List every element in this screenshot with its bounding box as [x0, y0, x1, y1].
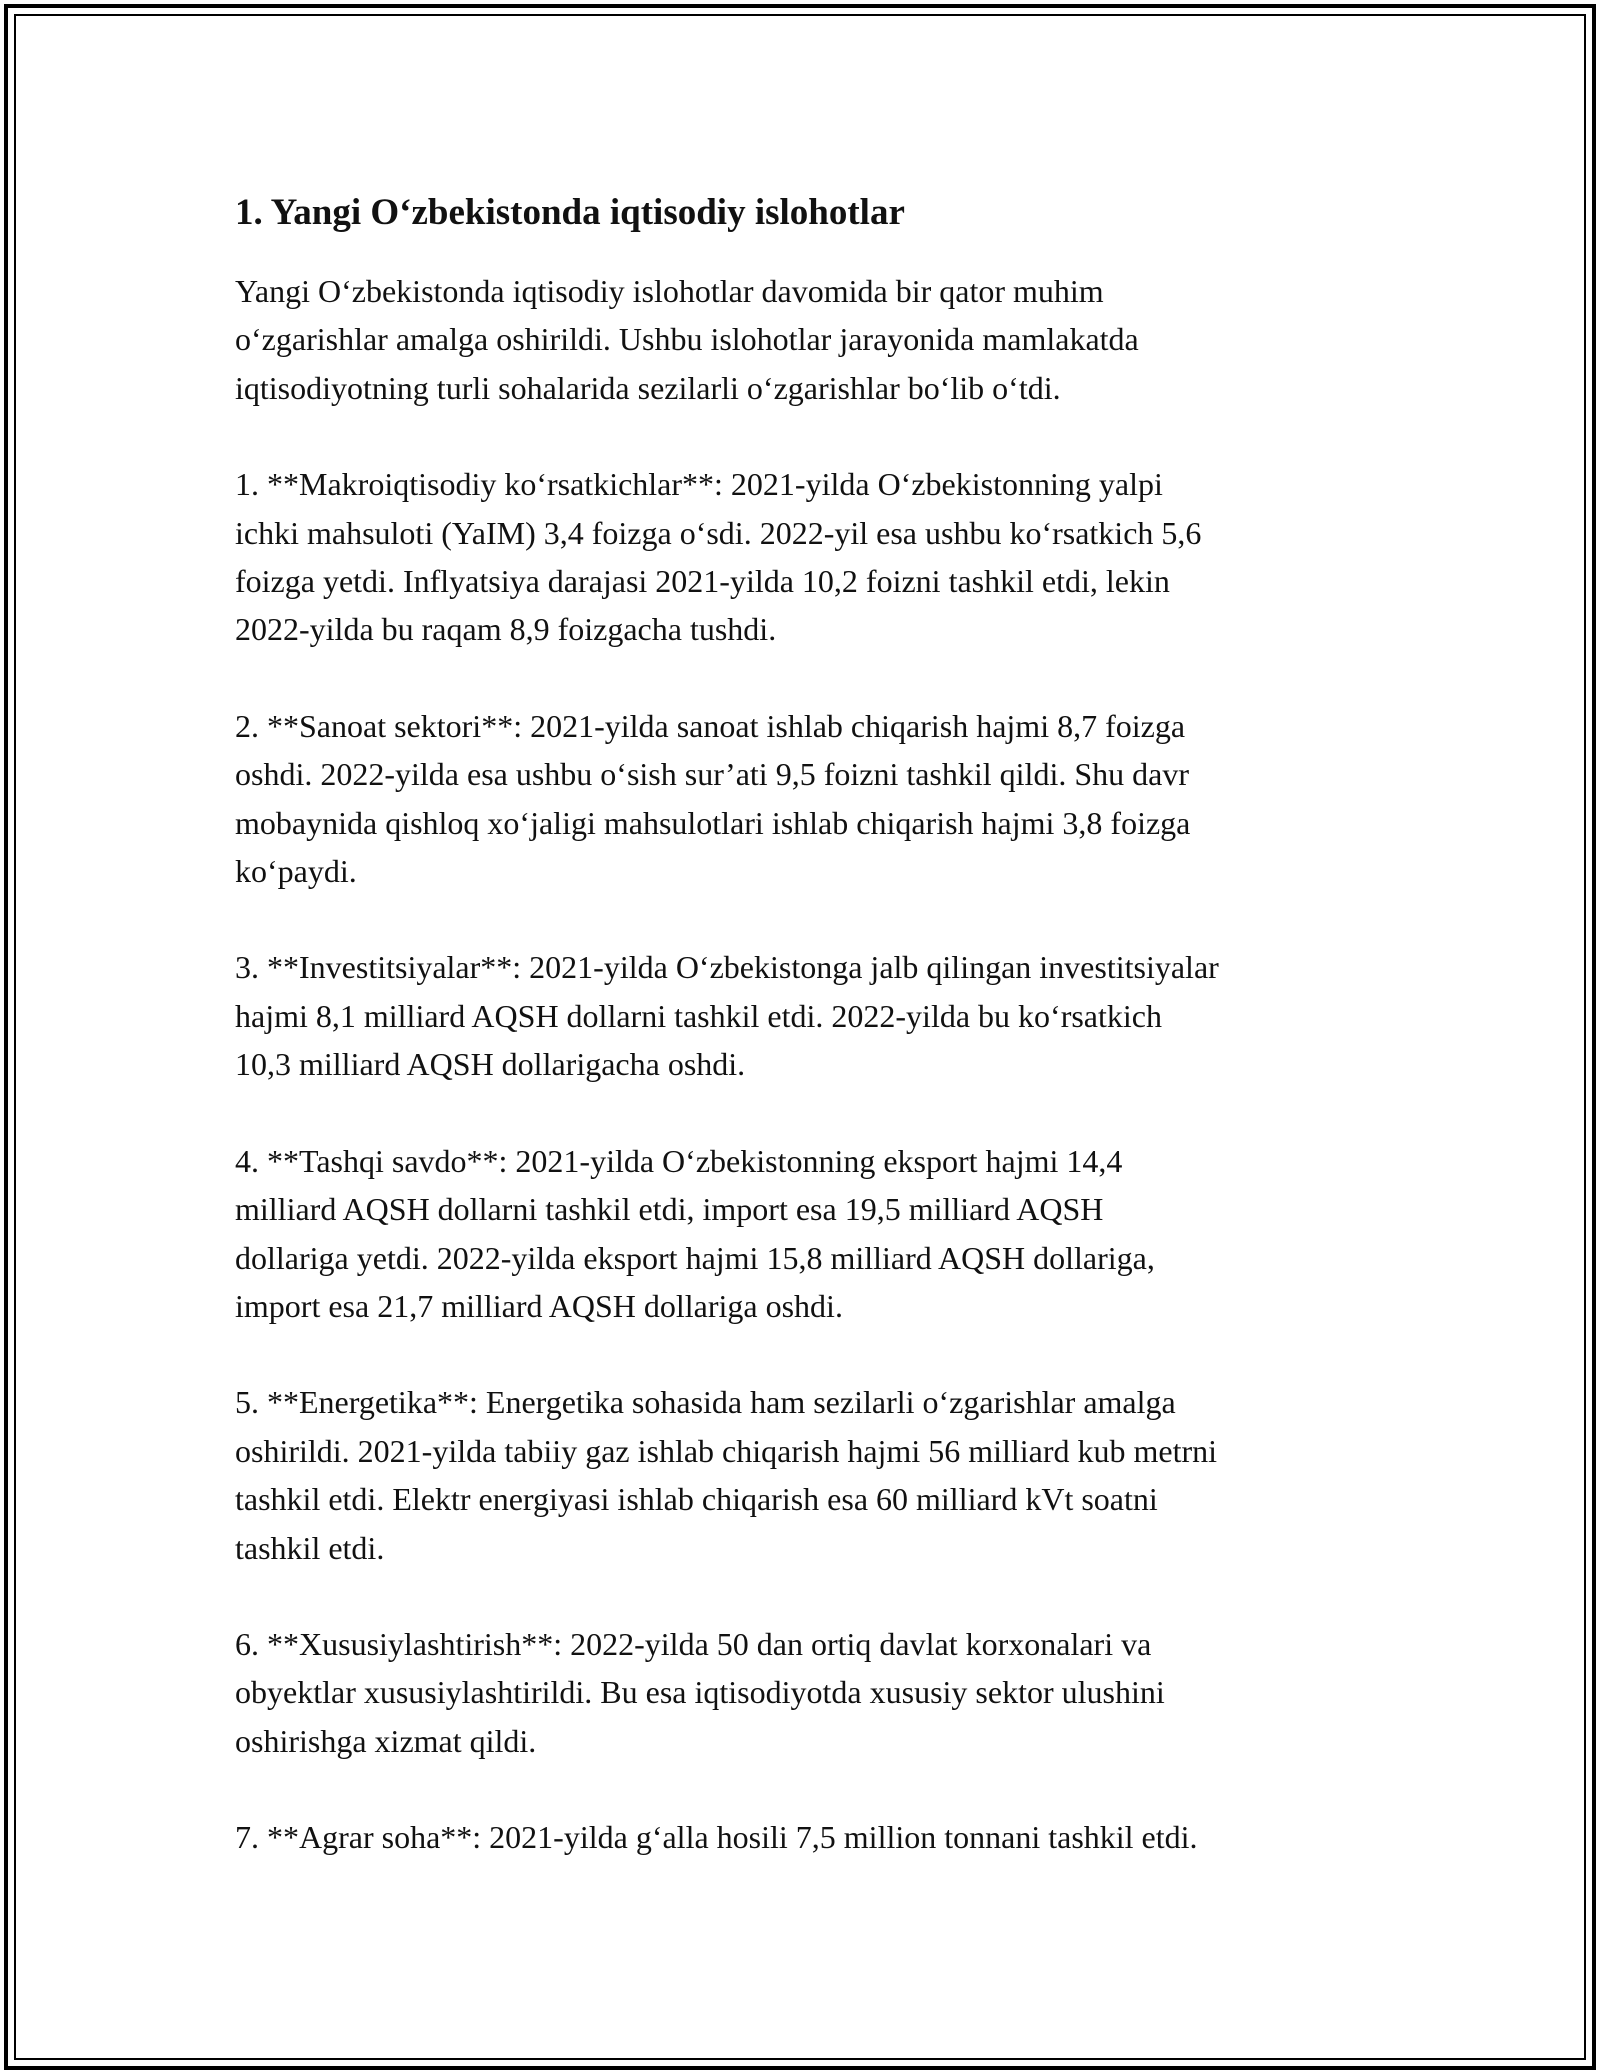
- section-industry-sector: 2. **Sanoat sektori**: 2021-yilda sanoat ishlab chiqarish hajmi 8,7 foizga oshdi. 2022-yilda esa ushbu o‘sish sur’ati 9,5 foizni tashkil qildi. Shu davr mobaynida qishloq xo‘jaligi mahsulotlari ishlab chiqarish hajmi 3,8 foizga ko‘paydi.: [235, 707, 1191, 890]
- section-macroeconomic-indicators: 1. **Makroiqtisodiy ko‘rsatkichlar**: 2021-yilda O‘zbekistonning yalpi ichki mahsuloti (YaIM) 3,4 foizga o‘sdi. 2022-yil esa ushbu ko‘rsatkich 5,6 foizga yetdi. Inflyatsiya darajasi 2021-yilda 10,2 foizni tashkil etdi, lekin 2022-yilda bu raqam 8,9 foizgacha tushdi.: [235, 466, 1202, 648]
- section-energy: 5. **Energetika**: Energetika sohasida ham sezilarli o‘zgarishlar amalga oshirildi. 2021-yilda tabiiy gaz ishlab chiqarish hajmi 56 milliard kub metrni tashkil etdi. Elektr energiyasi ishlab chiqarish esa 60 milliard kVt soatni tashkil etdi.: [235, 1384, 1218, 1566]
- section-agriculture: 7. **Agrar soha**: 2021-yilda g‘alla hosili 7,5 million tonnani tashkil etdi.: [235, 1819, 1198, 1856]
- intro-paragraph: Yangi O‘zbekistonda iqtisodiy islohotlar davomida bir qator muhim o‘zgarishlar amalga oshirildi. Ushbu islohotlar jarayonida mamlakatda iqtisodiyotning turli sohalarida sezilarli o‘zgarishlar bo‘lib o‘tdi.: [235, 273, 1139, 406]
- document-body: [235, 185, 1375, 1862]
- document-title: 1. Yangi O‘zbekistonda iqtisodiy islohotlar: [235, 192, 905, 233]
- section-investments: 3. **Investitsiyalar**: 2021-yilda O‘zbekistonga jalb qilingan investitsiyalar hajmi 8,1 milliard AQSH dollarni tashkil etdi. 2022-yilda bu ko‘rsatkich 10,3 milliard AQSH dollarigacha oshdi.: [235, 949, 1219, 1083]
- section-foreign-trade: 4. **Tashqi savdo**: 2021-yilda O‘zbekistonning eksport hajmi 14,4 milliard AQSH dollarni tashkil etdi, import esa 19,5 milliard AQSH dollariga yetdi. 2022-yilda eksport hajmi 15,8 milliard AQSH dollariga, import esa 21,7 milliard AQSH dollariga oshdi.: [235, 1142, 1155, 1324]
- section-privatization: 6. **Xususiylashtirish**: 2022-yilda 50 dan ortiq davlat korxonalari va obyektlar xususiylashtirildi. Bu esa iqtisodiyotda xususiy sektor ulushini oshirishga xizmat qildi.: [235, 1625, 1165, 1759]
